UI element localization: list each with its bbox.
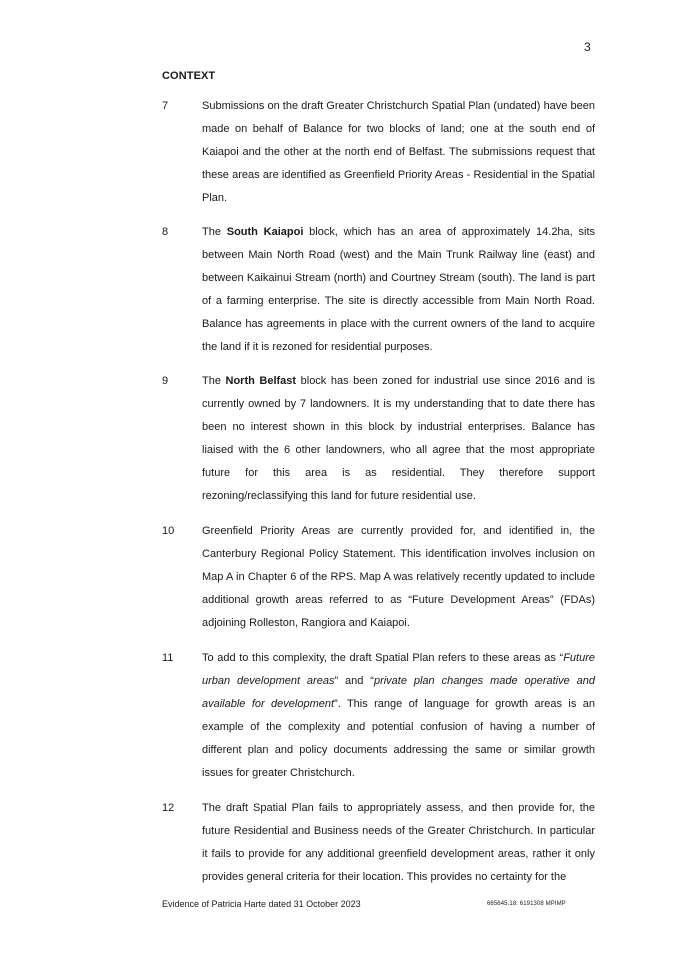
- text-run: The: [202, 375, 226, 387]
- paragraph-text: [202, 520, 595, 635]
- paragraph-number: 8: [162, 226, 169, 238]
- paragraph-number: 12: [162, 802, 175, 814]
- paragraph-number: 9: [162, 375, 169, 387]
- text-run: The: [202, 226, 227, 238]
- text-run: ”. This range of language for growth areas is an example of the complexity and potential confusion of having a number of different plan and policy documents addressing the same or similar growth issues for greater Christchurch.: [202, 698, 595, 779]
- italic-text-run: Future urban development areas: [202, 652, 595, 687]
- text-run: Submissions on the draft Greater Christchurch Spatial Plan (undated) have been made on behalf of Balance for two blocks of land; one at the south end of Kaiapoi and the other at the north end of Belfast. The submissions request that these areas are identified as Greenfield Priority Areas - Residential in the Spatial Plan.: [202, 100, 595, 204]
- paragraph-number: 11: [162, 652, 174, 664]
- bold-text-run: South Kaiapoi: [226, 226, 304, 238]
- text-run: Greenfield Priority Areas are currently provided for, and identified in, the Canterbury Regional Policy Statement. This identification involves inclusion on Map A in Chapter 6 of the RPS. Map A was relatively recently updated to include additional growth areas referred to as “Future Development Areas” (FDAs) adjoining Rolleston, Rangiora and Kaiapoi.: [202, 525, 595, 629]
- paragraph-text: [202, 95, 595, 210]
- bold-text-run: North Belfast: [225, 375, 297, 387]
- text-run: block, which has an area of approximately 14.2ha, sits between Main North Road (west) and the Main Trunk Railway line (east) and between Kaikainui Stream (north) and Courtney Stream (south). The land is part of a farming enterprise. The site is directly accessible from Main North Road. Balance has agreements in place with the current owners of the land to acquire the land if it is rezoned for residential purposes.: [202, 226, 595, 353]
- footer-citation: Evidence of Patricia Harte dated 31 October 2023: [162, 899, 361, 909]
- paragraph-text: [202, 797, 595, 889]
- text-run: block has been zoned for industrial use since 2016 and is currently owned by 7 landowners. It is my understanding that to date there has been no interest shown in this block by industrial enterprises. Balance has liaised with the 6 other landowners, who all agree that the most appropriate future for this area is as residential. They therefore support rezoning/reclassifying this land for future residential use.: [202, 375, 596, 502]
- text-run: ” and “: [334, 675, 374, 687]
- section-heading: CONTEXT: [162, 70, 216, 82]
- text-run: To add to this complexity, the draft Spatial Plan refers to these areas as “: [202, 652, 564, 664]
- paragraph-number: 10: [162, 525, 175, 537]
- page-number: 3: [584, 40, 591, 54]
- italic-text-run: private plan changes made operative and available for development: [202, 675, 596, 710]
- paragraph-number: 7: [162, 100, 169, 112]
- paragraph-text: [202, 221, 595, 359]
- footer-reference: 665645.18: 6191308 MPIMP: [487, 901, 566, 907]
- paragraph-text: [202, 370, 595, 508]
- paragraph-text: [202, 647, 595, 785]
- text-run: The draft Spatial Plan fails to appropriately assess, and then provide for, the future Residential and Business needs of the Greater Christchurch. In particular it fails to provide for any additional greenfield development areas, rather it only provides general criteria for their location. This provides no certainty for the: [202, 802, 595, 883]
